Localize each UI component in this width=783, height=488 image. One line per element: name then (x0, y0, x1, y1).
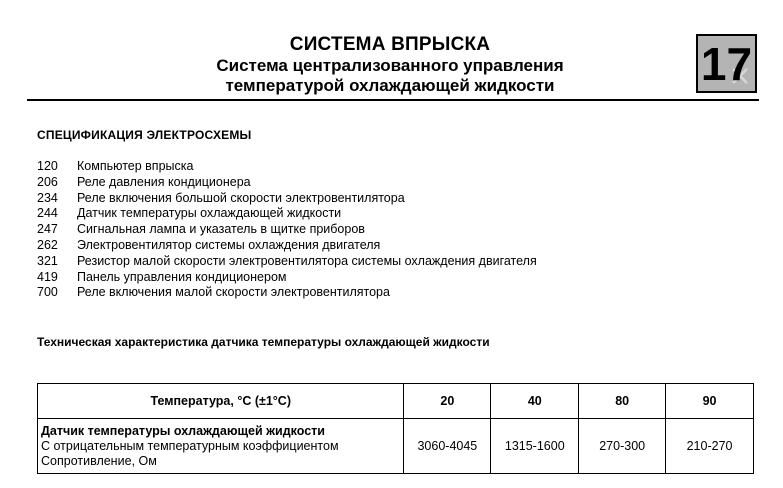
spec-item (37, 285, 537, 301)
spec-item (37, 254, 537, 270)
table-cell: 270-300 (579, 419, 666, 474)
spec-item-code: 700 (37, 285, 58, 300)
page-subtitle-line-2: температурой охлаждающей жидкости (225, 76, 555, 95)
table-cell: 210-270 (666, 419, 754, 474)
spec-heading: СПЕЦИФИКАЦИЯ ЭЛЕКТРОСХЕМЫ (37, 128, 252, 142)
spec-item-label: Панель управления кондиционером (77, 269, 287, 284)
spec-item-code: 234 (37, 190, 58, 205)
spec-item (37, 270, 537, 286)
characteristic-table (37, 383, 754, 474)
row-label-title: Датчик температуры охлаждающей жидкости (41, 423, 325, 438)
table-header-cell: 40 (491, 384, 579, 419)
page-subtitle-line-1: Система централизованного управления (216, 56, 564, 75)
header-divider (27, 99, 759, 101)
spec-item-code: 120 (37, 159, 58, 173)
spec-item-code: 321 (37, 253, 58, 268)
spec-item (37, 191, 537, 207)
page-header (0, 34, 783, 104)
spec-list (37, 159, 537, 301)
table-header-cell: 90 (666, 384, 754, 419)
spec-item (37, 159, 537, 175)
spec-item (37, 238, 537, 254)
spec-item-code: 419 (37, 269, 58, 284)
spec-item-code: 262 (37, 237, 58, 252)
table-header-cell: 80 (579, 384, 666, 419)
spec-item (37, 175, 537, 191)
row-label-line-2: С отрицательным температурным коэффициентом (41, 438, 339, 453)
spec-item-label: Резистор малой скорости электровентилятора системы охлаждения двигателя (77, 253, 537, 268)
table-row (38, 419, 754, 474)
spec-item-code: 247 (37, 222, 58, 237)
spec-item (37, 222, 537, 238)
spec-item-label: Электровентилятор системы охлаждения двигателя (77, 237, 381, 252)
spec-item-label: Реле включения малой скорости электровентилятора (77, 285, 390, 300)
spec-item-code: 206 (37, 174, 58, 189)
spec-item-code: 244 (37, 206, 58, 221)
chapter-badge (696, 34, 757, 93)
spec-item-label: Сигнальная лампа и указатель в щитке приборов (77, 222, 365, 237)
table-cell: 3060-4045 (404, 419, 491, 474)
page-title: СИСТЕМА ВПРЫСКА (289, 34, 491, 55)
table-row-label (38, 419, 404, 474)
title-block (130, 34, 650, 96)
table-header-row (38, 384, 754, 419)
spec-item-label: Компьютер впрыска (77, 159, 194, 173)
spec-item-label: Датчик температуры охлаждающей жидкости (77, 206, 342, 221)
characteristic-heading: Техническая характеристика датчика температуры охлаждающей жидкости (37, 335, 490, 349)
spec-item (37, 206, 537, 222)
spec-item-label: Реле давления кондиционера (77, 174, 251, 189)
table-cell: 1315-1600 (491, 419, 579, 474)
spec-item-label: Реле включения большой скорости электровентилятора (77, 190, 405, 205)
table-header-label: Температура, °С (±1°С) (38, 384, 404, 419)
table-header-cell: 20 (404, 384, 491, 419)
row-label-line-3: Сопротивление, Ом (41, 453, 157, 468)
chapter-number: 17 (700, 37, 753, 90)
